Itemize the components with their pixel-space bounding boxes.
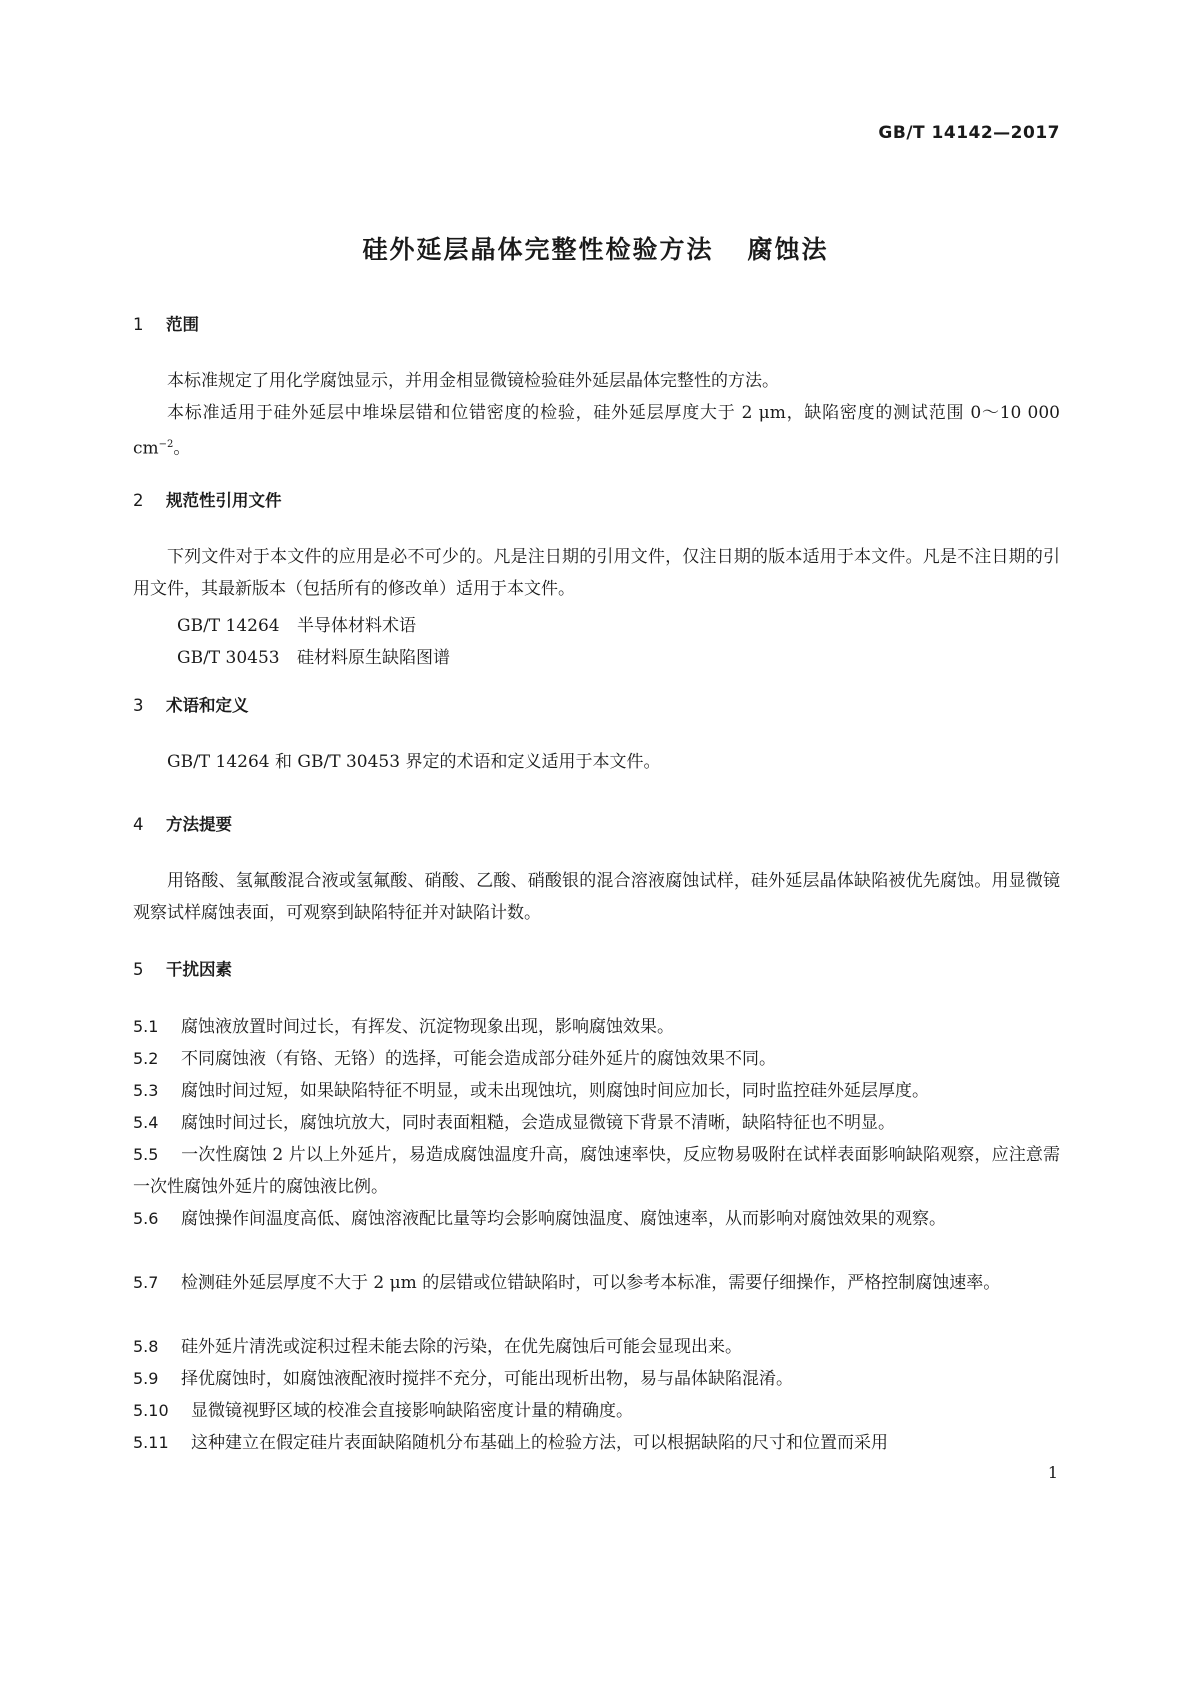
- document-title: [0, 230, 1191, 266]
- clause-text: 硅外延片清洗或淀积过程未能去除的污染，在优先腐蚀后可能会显现出来。: [181, 1337, 742, 1357]
- clause-number: 5.11: [133, 1433, 169, 1452]
- reference-item: [177, 643, 450, 668]
- paragraph: GB/T 14264 和 GB/T 30453 界定的术语和定义适用于本文件。: [167, 752, 661, 772]
- section-heading-5: [133, 956, 232, 980]
- title-sub: 腐蚀法: [747, 235, 829, 264]
- clause: [133, 1075, 1060, 1107]
- clause-number: 5.10: [133, 1401, 169, 1420]
- clause-number: 5.1: [133, 1017, 159, 1036]
- superscript: −2: [158, 439, 174, 450]
- title-main: 硅外延层晶体完整性检验方法: [362, 235, 714, 264]
- clause: [133, 1011, 1060, 1043]
- section-title: 干扰因素: [166, 960, 232, 979]
- section-title: 规范性引用文件: [166, 491, 282, 510]
- standard-code: GB/T 14142—2017: [878, 123, 1060, 143]
- paragraph: [133, 397, 1060, 465]
- clause: [133, 1107, 1060, 1139]
- clause-number: 5.5: [133, 1145, 159, 1164]
- clause: [133, 1203, 1060, 1235]
- clause-number: 5.8: [133, 1337, 159, 1356]
- clause: [133, 1043, 1060, 1075]
- reference-item: [177, 611, 416, 636]
- clause-text: 显微镜视野区域的校准会直接影响缺陷密度计量的精确度。: [191, 1401, 633, 1421]
- reference-code: GB/T 14264: [177, 616, 280, 636]
- section-number: 4: [133, 815, 144, 834]
- clause-text: 择优腐蚀时，如腐蚀液配液时搅拌不充分，可能出现析出物，易与晶体缺陷混淆。: [181, 1369, 793, 1389]
- page-number: 1: [1047, 1463, 1058, 1482]
- clause: [133, 1139, 1060, 1203]
- clause-number: 5.2: [133, 1049, 159, 1068]
- clause-text: 一次性腐蚀 2 片以上外延片，易造成腐蚀温度升高，腐蚀速率快，反应物易吸附在试样表面影响缺陷观察，应注意需一次性腐蚀外延片的腐蚀液比例。: [133, 1145, 1060, 1197]
- section-title: 方法提要: [166, 815, 232, 834]
- section-number: 3: [133, 696, 144, 715]
- clause: [133, 1267, 1060, 1299]
- paragraph-text: 本标准适用于硅外延层中堆垛层错和位错密度的检验，硅外延层厚度大于 2 μm，缺陷密度的测试范围 0～10 000 cm: [133, 403, 1060, 459]
- clause-number: 5.6: [133, 1209, 159, 1228]
- clause-text: 腐蚀操作间温度高低、腐蚀溶液配比量等均会影响腐蚀温度、腐蚀速率，从而影响对腐蚀效果的观察。: [181, 1209, 946, 1229]
- clause-number: 5.7: [133, 1273, 159, 1292]
- section-title: 术语和定义: [166, 696, 249, 715]
- section-heading-4: [133, 811, 232, 835]
- clause-number: 5.3: [133, 1081, 159, 1100]
- paragraph: 用铬酸、氢氟酸混合液或氢氟酸、硝酸、乙酸、硝酸银的混合溶液腐蚀试样，硅外延层晶体缺陷被优先腐蚀。用显微镜观察试样腐蚀表面，可观察到缺陷特征并对缺陷计数。: [133, 871, 1060, 923]
- section-number: 1: [133, 315, 144, 334]
- clause-number: 5.9: [133, 1369, 159, 1388]
- clause-text: 检测硅外延层厚度不大于 2 μm 的层错或位错缺陷时，可以参考本标准，需要仔细操作，严格控制腐蚀速率。: [181, 1273, 1001, 1293]
- clause: [133, 1395, 1060, 1427]
- paragraph: 本标准规定了用化学腐蚀显示，并用金相显微镜检验硅外延层晶体完整性的方法。: [167, 371, 779, 391]
- reference-code: GB/T 30453: [177, 648, 280, 668]
- clause-number: 5.4: [133, 1113, 159, 1132]
- clause-text: 这种建立在假定硅片表面缺陷随机分布基础上的检验方法，可以根据缺陷的尺寸和位置而采用: [191, 1433, 888, 1453]
- clause: [133, 1363, 1060, 1395]
- section-heading-3: [133, 692, 249, 716]
- clause: [133, 1331, 1060, 1363]
- clause: [133, 1427, 1060, 1459]
- clause-text: 不同腐蚀液（有铬、无铬）的选择，可能会造成部分硅外延片的腐蚀效果不同。: [181, 1049, 776, 1069]
- paragraph-end: 。: [173, 438, 191, 459]
- reference-name: 半导体材料术语: [297, 616, 416, 636]
- section-heading-1: [133, 311, 199, 335]
- section-heading-2: [133, 487, 282, 511]
- section-number: 5: [133, 960, 144, 979]
- clause-text: 腐蚀液放置时间过长，有挥发、沉淀物现象出现，影响腐蚀效果。: [181, 1017, 674, 1037]
- paragraph: 下列文件对于本文件的应用是必不可少的。凡是注日期的引用文件，仅注日期的版本适用于本文件。凡是不注日期的引用文件，其最新版本（包括所有的修改单）适用于本文件。: [133, 547, 1060, 599]
- clause-text: 腐蚀时间过长，腐蚀坑放大，同时表面粗糙，会造成显微镜下背景不清晰，缺陷特征也不明显。: [181, 1113, 895, 1133]
- section-title: 范围: [166, 315, 199, 334]
- clause-text: 腐蚀时间过短，如果缺陷特征不明显，或未出现蚀坑，则腐蚀时间应加长，同时监控硅外延层厚度。: [181, 1081, 929, 1101]
- section-number: 2: [133, 491, 144, 510]
- reference-name: 硅材料原生缺陷图谱: [297, 648, 450, 668]
